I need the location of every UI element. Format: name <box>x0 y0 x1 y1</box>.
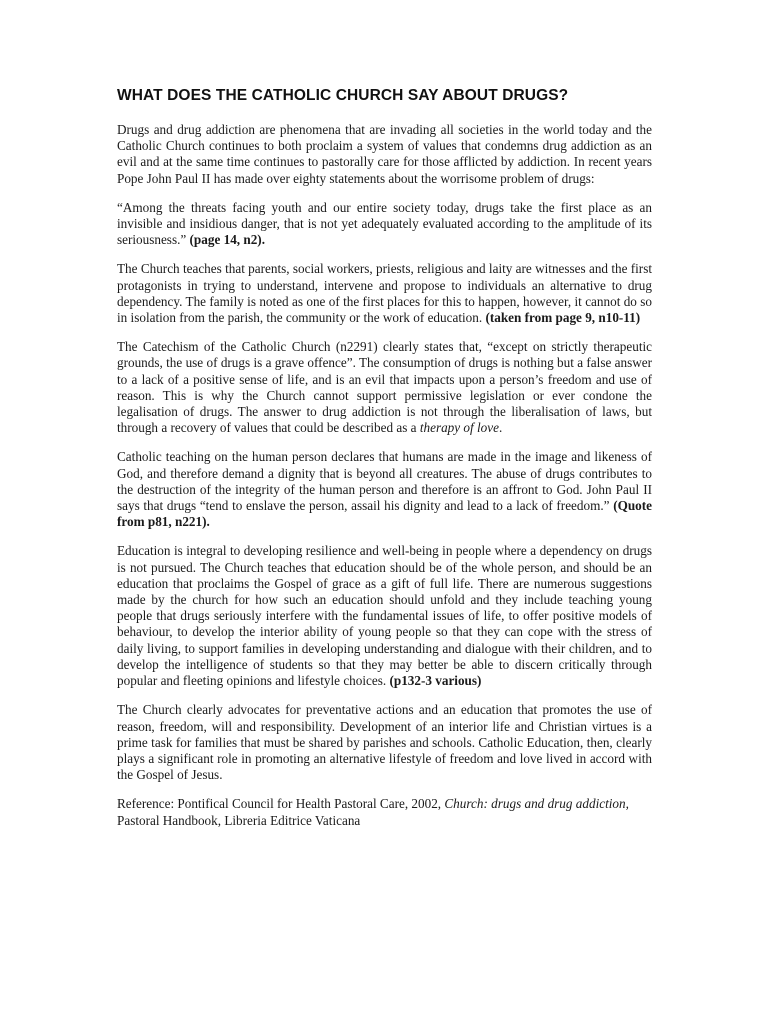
paragraph-prevention <box>117 702 652 783</box>
reference-prefix: Reference: Pontifical Council for Health Pastoral Care, 2002, <box>117 796 445 812</box>
paragraph-intro <box>117 122 652 187</box>
paragraph-intro-text: Drugs and drug addiction are phenomena that are invading all societies in the world today and the Catholic Church continues to both proclaim a system of values that condemns drug addiction as an evil and at the same time continues to pastorally care for those afflicted by addiction. In recent years Pope John Paul II has made over eighty statements about the worrisome problem of drugs: <box>117 122 652 186</box>
paragraph-human-person <box>117 449 652 530</box>
citation: (taken from page 9, n10-11) <box>485 310 641 326</box>
paragraph-catechism <box>117 339 652 436</box>
paragraph-human-person-text: Catholic teaching on the human person declares that humans are made in the image and likeness of God, and therefore demand a dignity that is beyond all creatures. The abuse of drugs contributes to the destruction of the integrity of the human person and therefore is an affront to God. John Paul II says that drugs “tend to enslave the person, assail his dignity and lead to a lack of freedom.” <box>117 449 652 514</box>
reference <box>117 796 652 828</box>
paragraph-education <box>117 543 652 689</box>
italic-phrase: therapy of love <box>419 420 499 436</box>
paragraph-catechism-end: . <box>498 420 503 436</box>
document-title: WHAT DOES THE CATHOLIC CHURCH SAY ABOUT DRUGS? <box>117 87 569 104</box>
paragraph-witnesses-text: The Church teaches that parents, social workers, priests, religious and laity are witnesses and the first protagonists in trying to understand, intervene and propose to individuals an alternative to drug dependency. The family is noted as one of the first places for this to happen, however, it cannot do so in isolation from the parish, the community or the work of education. <box>117 261 652 326</box>
citation: (page 14, n2). <box>189 232 265 248</box>
paragraph-quote <box>117 200 652 249</box>
paragraph-education-text: Education is integral to developing resilience and well-being in people where a dependency on drugs is not pursued. The Church teaches that education should be of the whole person, and should be an education that proclaims the Gospel of grace as a gift of full life. There are numerous suggestions made by the church for how such an education should unfold and they include teaching young people that drugs seriously interfere with the fundamental issues of life, to offer positive models of behaviour, to develop the interior ability of young people so that they can cope with the stress of daily living, to support families in developing understanding and dialogue with their children, and to develop the intelligence of students so that they may better be able to discern critically through popular and fleeting opinions and lifestyle choices. <box>117 543 652 689</box>
paragraph-catechism-text: The Catechism of the Catholic Church (n2291) clearly states that, “except on strictly therapeutic grounds, the use of drugs is a grave offence”. The consumption of drugs is nothing but a false answer to a lack of a positive sense of life, and is an evil that impacts upon a person’s freedom and use of reason. This is why the Church cannot support permissive legislation or ever condone the legalisation of drugs. The answer to drug addiction is not through the liberalisation of laws, but through a recovery of values that could be described as a <box>117 339 652 436</box>
reference-suffix: Pastoral Handbook, Libreria Editrice Vaticana <box>117 812 361 828</box>
paragraph-witnesses <box>117 261 652 326</box>
citation: (p132-3 various) <box>389 673 482 689</box>
paragraph-quote-text: “Among the threats facing youth and our entire society today, drugs take the first place as an invisible and insidious danger, that is not yet adequately evaluated according to the amplitude of its seriousness.” <box>117 199 652 248</box>
paragraph-prevention-text: The Church clearly advocates for preventative actions and an education that promotes the use of reason, freedom, will and responsibility. Development of an interior life and Christian virtues is a prime task for families that must be shared by parishes and schools. Catholic Education, then, clearly plays a significant role in promoting an alternative lifestyle of freedom and love lived in accord with the Gospel of Jesus. <box>117 702 652 783</box>
reference-title: Church: drugs and drug addiction, <box>444 796 629 812</box>
citation: (Quote from p81, n221). <box>117 498 653 530</box>
